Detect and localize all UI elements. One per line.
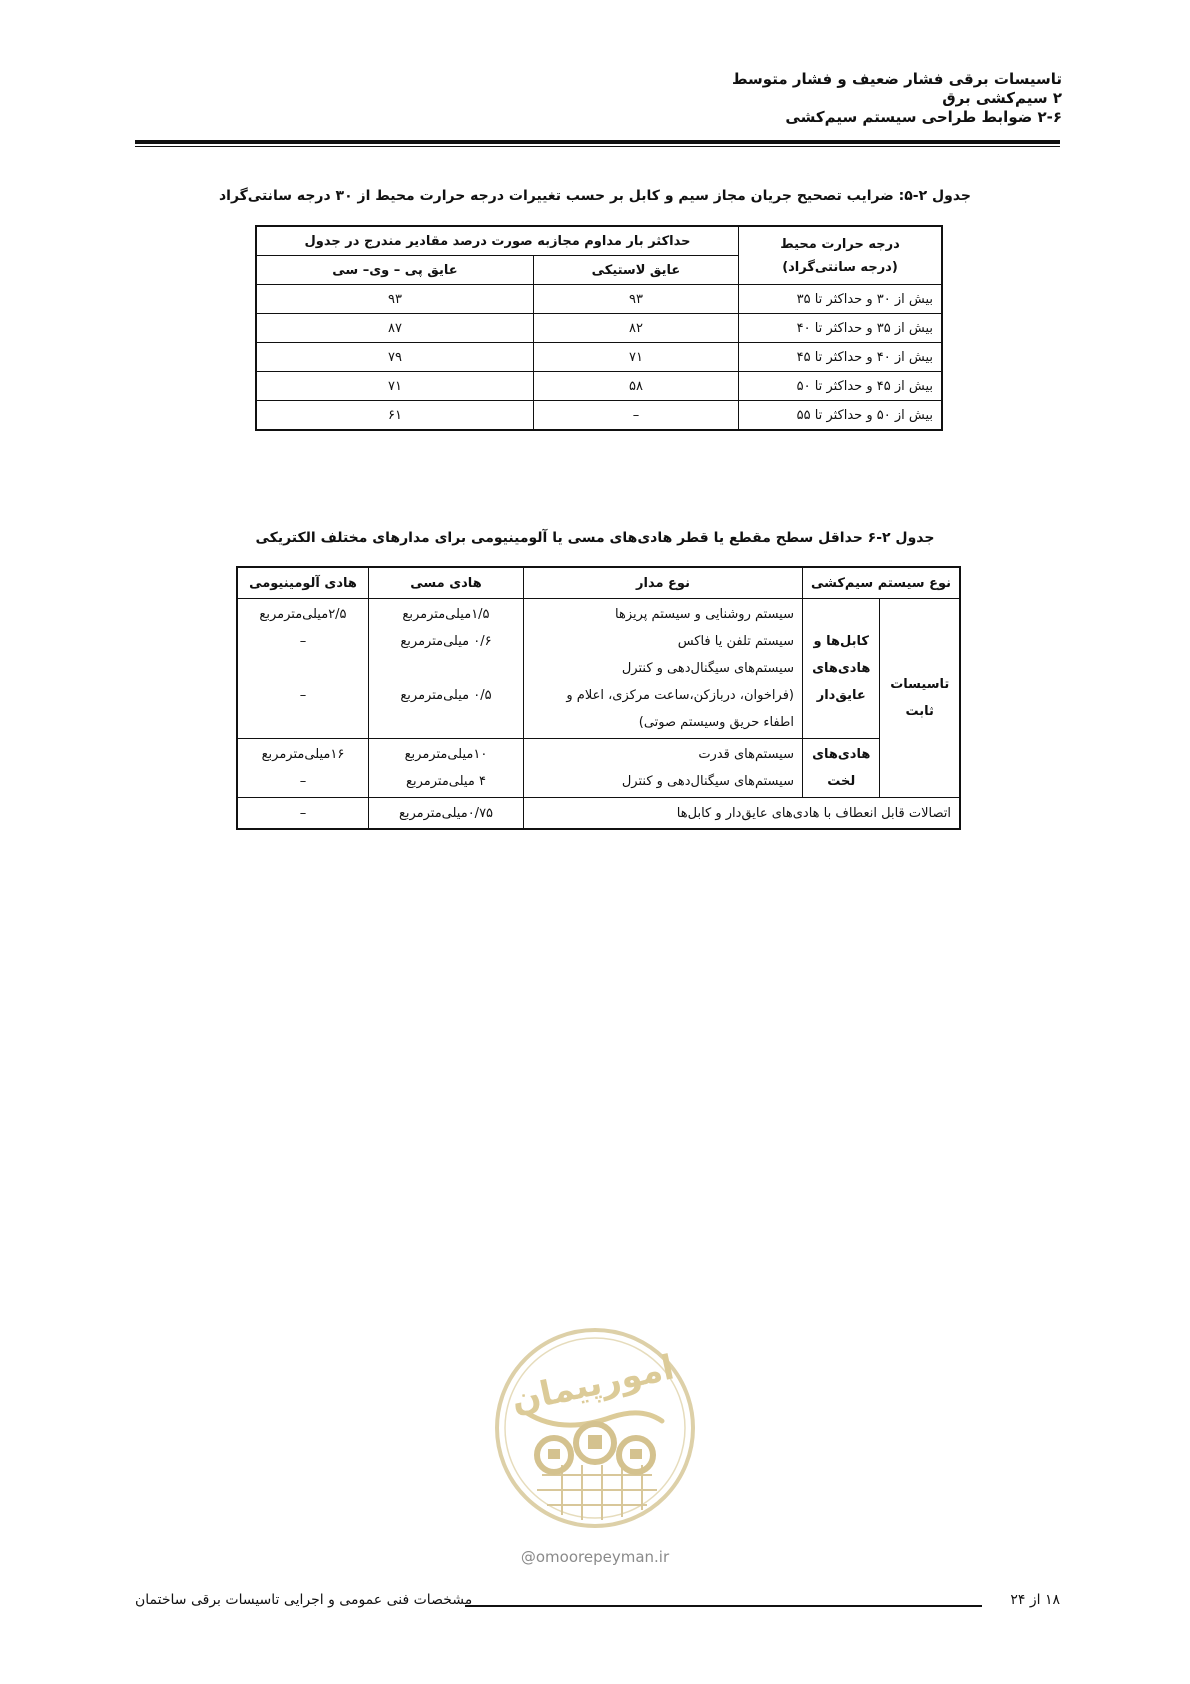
page-footer <box>135 1592 1060 1614</box>
table2-fixed-line1: تاسیسات <box>890 677 950 692</box>
table2-bare-circuits <box>523 739 802 798</box>
table1-pvc-cell: ۸۷ <box>256 314 533 343</box>
list-item <box>377 709 515 736</box>
table-row <box>256 285 942 314</box>
table1-caption: جدول ۲-۵: ضرایب تصحیح جریان مجاز سیم و کابل بر حسب تغییرات درجه حرارت محیط از ۳۰ درجه سانتی‌گراد <box>218 188 972 204</box>
table1-temp-cell: بیش از ۴۵ و حداکثر تا ۵۰ <box>739 372 943 401</box>
footer-rule <box>465 1605 982 1607</box>
table1-temp-cell: بیش از ۳۵ و حداکثر تا ۴۰ <box>739 314 943 343</box>
table2-fixed-line2: ثابت <box>905 704 934 719</box>
min-conductor-size-table <box>236 566 961 830</box>
list-item: ۰/۵ میلی‌مترمربع <box>400 688 492 703</box>
table1-rubber-cell: ۸۲ <box>533 314 738 343</box>
list-item: ۱/۵میلی‌مترمربع <box>402 607 490 622</box>
list-item: سیستم‌های قدرت <box>698 747 794 762</box>
list-item <box>246 709 360 736</box>
header-section-title: ۲-۶ ضوابط طراحی سیستم سیم‌کشی <box>785 108 1062 126</box>
table2-bare-group <box>802 739 880 798</box>
table2-insulated-aluminum <box>237 599 368 739</box>
table2-bare-line2: لخت <box>827 774 856 789</box>
list-item: – <box>299 774 307 789</box>
table2-insulated-line2: هادی‌های <box>812 661 871 676</box>
table-row <box>256 372 942 401</box>
table2-head-aluminum: هادی آلومینیومی <box>237 567 368 599</box>
table2-head-circuit: نوع مدار <box>523 567 802 599</box>
table2-head-system: نوع سیستم سیم‌کشی <box>802 567 960 599</box>
header-book-title: تاسیسات برقی فشار ضعیف و فشار متوسط <box>731 70 1062 88</box>
list-item: – <box>299 688 307 703</box>
page-number: ۱۸ از ۲۴ <box>1010 1592 1060 1608</box>
table2-insulated-line1: کابل‌ها و <box>813 634 869 649</box>
table2-caption: جدول ۲-۶ حداقل سطح مقطع یا قطر هادی‌های مسی یا آلومینیومی برای مدارهای مختلف الکتریکی <box>255 530 935 546</box>
table1-rubber-cell: ۵۸ <box>533 372 738 401</box>
table1-head-temp-line2: (درجه سانتی‌گراد) <box>782 259 898 275</box>
table2-insulated-circuits <box>523 599 802 739</box>
table2-flexible-aluminum: – <box>237 798 368 830</box>
table1-temp-cell: بیش از ۴۰ و حداکثر تا ۴۵ <box>739 343 943 372</box>
watermark-logo-text: امورپیمان <box>507 1347 678 1421</box>
table1-pvc-cell: ۶۱ <box>256 401 533 431</box>
table2-bare-aluminum <box>237 739 368 798</box>
list-item: ۲/۵میلی‌مترمربع <box>259 607 347 622</box>
table1-pvc-cell: ۷۱ <box>256 372 533 401</box>
watermark-logo <box>492 1325 698 1531</box>
list-item: – <box>299 634 307 649</box>
table1-pvc-cell: ۷۹ <box>256 343 533 372</box>
watermark-seal-icon <box>492 1325 698 1531</box>
table2-insulated-copper <box>368 599 523 739</box>
table2-flexible-copper: ۰/۷۵میلی‌مترمربع <box>368 798 523 830</box>
table1-temp-cell: بیش از ۳۰ و حداکثر تا ۳۵ <box>739 285 943 314</box>
table-row <box>237 739 960 798</box>
list-item: ۴ میلی‌مترمربع <box>406 774 486 789</box>
watermark-site: @omoorepeyman.ir <box>520 1548 670 1566</box>
correction-factor-table <box>255 225 943 431</box>
header-chapter-title: ۲ سیم‌کشی برق <box>942 89 1062 107</box>
table2-bare-copper <box>368 739 523 798</box>
table2-head-copper: هادی مسی <box>368 567 523 599</box>
footer-doc-title: مشخصات فنی عمومی و اجرایی تاسیسات برقی ساختمان <box>135 1592 473 1608</box>
table1-temp-cell: بیش از ۵۰ و حداکثر تا ۵۵ <box>739 401 943 431</box>
list-item <box>377 655 515 682</box>
table2-bare-line1: هادی‌های <box>812 747 871 762</box>
table1-head-temp-line1: درجه حرارت محیط <box>780 236 900 252</box>
table1-rubber-cell: – <box>533 401 738 431</box>
list-item: ۰/۶ میلی‌مترمربع <box>400 634 492 649</box>
table1-head-temp <box>739 226 943 285</box>
table-row <box>237 599 960 739</box>
table1-head-pvc: عایق پی – وی– سی <box>256 256 533 285</box>
table-row <box>256 401 942 431</box>
list-item: اطفاء حریق وسیستم صوتی) <box>638 715 794 730</box>
list-item <box>246 655 360 682</box>
table1-pvc-cell: ۹۳ <box>256 285 533 314</box>
page-header <box>132 70 1062 127</box>
list-item: (فراخوان، دربازکن،ساعت مرکزی، اعلام و <box>566 688 794 703</box>
list-item: ۱۰میلی‌مترمربع <box>404 747 488 762</box>
list-item: سیستم‌های سیگنال‌دهی و کنترل <box>621 774 794 789</box>
table2-insulated-line3: عایق‌دار <box>816 688 866 703</box>
list-item: ۱۶میلی‌مترمربع <box>261 747 345 762</box>
table1-rubber-cell: ۷۱ <box>533 343 738 372</box>
table2-flexible-label: اتصالات قابل انعطاف با هادی‌های عایق‌دار و کابل‌ها <box>523 798 960 830</box>
table2-fixed-installation <box>880 599 960 798</box>
table-row <box>256 314 942 343</box>
table1-head-rubber: عایق لاستیکی <box>533 256 738 285</box>
header-rule-thick <box>135 140 1060 144</box>
table1-head-group: حداکثر بار مداوم مجازبه صورت درصد مقادیر مندرج در جدول <box>256 226 739 256</box>
table-row <box>237 798 960 830</box>
list-item: سیستم تلفن یا فاکس <box>677 634 794 649</box>
table-row <box>256 343 942 372</box>
table1-rubber-cell: ۹۳ <box>533 285 738 314</box>
header-rule-thin <box>135 146 1060 147</box>
list-item: سیستم روشنایی و سیستم پریزها <box>615 607 794 622</box>
table2-insulated-group <box>802 599 880 739</box>
list-item: سیستم‌های سیگنال‌دهی و کنترل <box>621 661 794 676</box>
